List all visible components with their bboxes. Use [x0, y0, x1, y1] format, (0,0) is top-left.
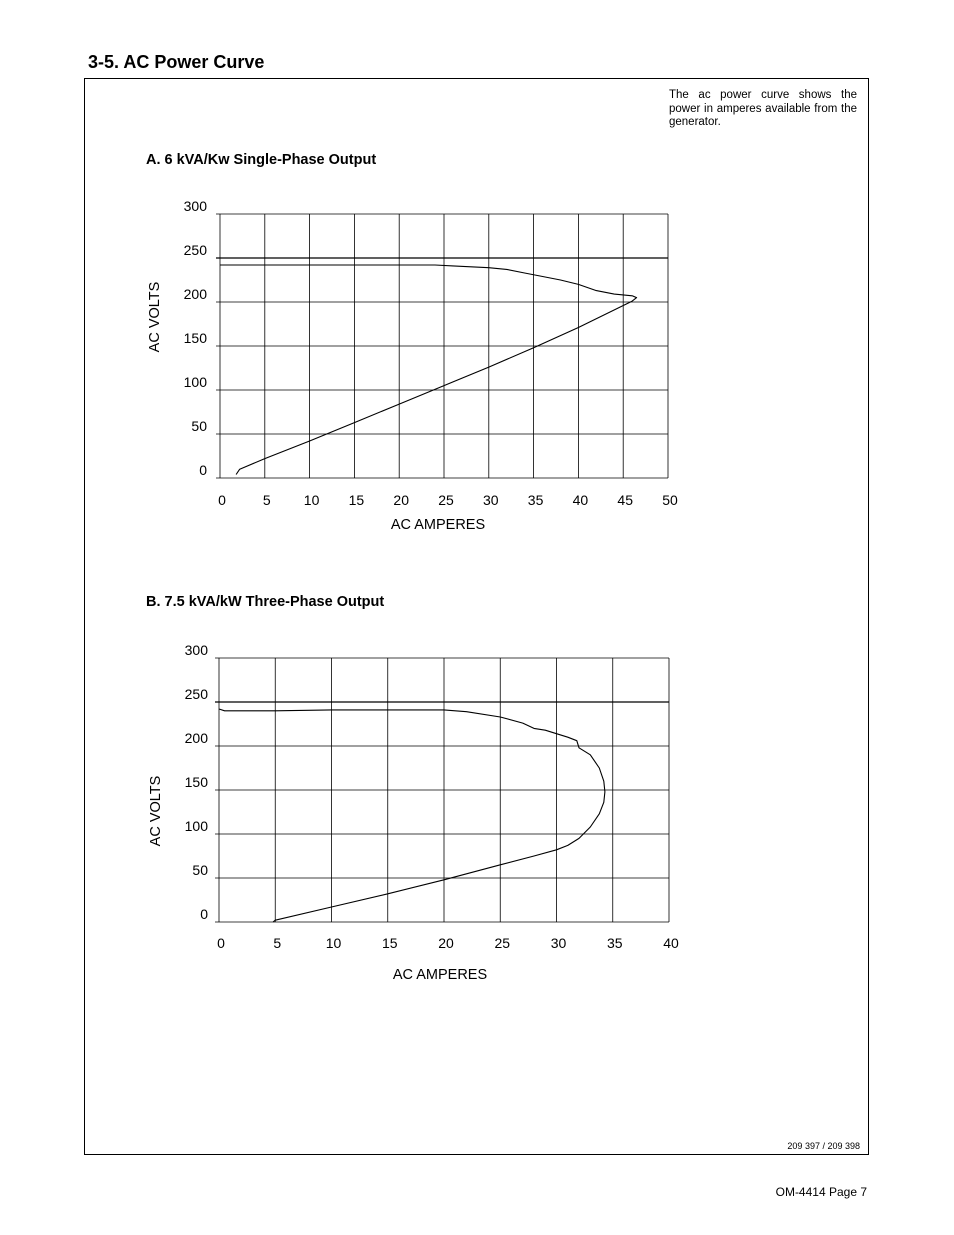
y-tick-label-100: 100 [184, 818, 208, 834]
y-tick-label-50: 50 [192, 862, 208, 878]
x-tick-label-5: 5 [262, 492, 271, 508]
x-tick-label-15: 15 [348, 492, 365, 508]
y-tick-label-300: 300 [184, 642, 208, 658]
chart-b-three-phase [148, 642, 679, 983]
x-tick-label-25: 25 [438, 492, 454, 508]
chart-a-single-phase [147, 198, 678, 533]
chart-b-title: B. 7.5 kVA/kW Three-Phase Output [146, 594, 385, 610]
x-tick-label-25: 25 [494, 935, 511, 951]
x-tick-label-20: 20 [393, 492, 409, 508]
y-axis-label: AC VOLTS [148, 775, 164, 847]
section-title: 3-5. AC Power Curve [88, 52, 265, 72]
x-tick-label-10: 10 [303, 492, 320, 508]
x-tick-label-50: 50 [662, 492, 678, 508]
x-tick-label-35: 35 [606, 935, 623, 951]
x-tick-label-0: 0 [217, 935, 225, 951]
y-tick-label-200: 200 [184, 730, 208, 746]
y-tick-label-150: 150 [183, 330, 207, 346]
x-axis-label: AC AMPERES [390, 517, 486, 533]
y-tick-label-150: 150 [184, 774, 208, 790]
y-tick-label-0: 0 [200, 906, 208, 922]
y-tick-label-200: 200 [183, 286, 207, 302]
x-axis-label: AC AMPERES [392, 967, 488, 983]
power-curve-line [219, 709, 605, 922]
x-tick-label-40: 40 [572, 492, 589, 508]
x-tick-label-5: 5 [273, 935, 282, 951]
power-curve-line [220, 265, 637, 475]
description-note: The ac power curve shows the power in amperes available from the generator. [669, 89, 857, 128]
y-tick-label-0: 0 [199, 462, 207, 478]
x-tick-label-45: 45 [617, 492, 633, 508]
drawing-number: 209 397 / 209 398 [787, 1141, 860, 1151]
x-tick-label-30: 30 [550, 935, 567, 951]
x-tick-label-35: 35 [527, 492, 544, 508]
page-number: OM-4414 Page 7 [775, 1185, 867, 1199]
x-tick-label-20: 20 [438, 935, 454, 951]
y-tick-label-100: 100 [183, 374, 207, 390]
x-tick-label-40: 40 [663, 935, 679, 951]
chart-a-title: A. 6 kVA/Kw Single-Phase Output [146, 152, 377, 168]
x-tick-label-15: 15 [381, 935, 398, 951]
y-tick-label-250: 250 [184, 686, 208, 702]
x-tick-label-0: 0 [218, 492, 226, 508]
y-axis-label: AC VOLTS [147, 281, 163, 353]
x-tick-label-10: 10 [325, 935, 342, 951]
y-tick-label-50: 50 [191, 418, 207, 434]
y-tick-label-250: 250 [183, 242, 207, 258]
y-tick-label-300: 300 [183, 198, 207, 214]
x-tick-label-30: 30 [483, 492, 499, 508]
